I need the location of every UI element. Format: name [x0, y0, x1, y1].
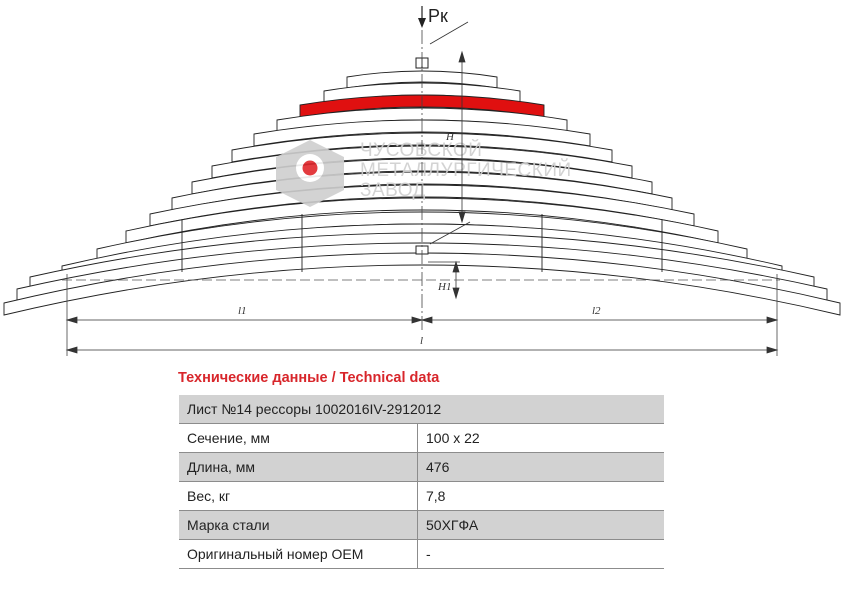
table-header-row	[179, 395, 664, 424]
dimension-l	[67, 335, 777, 353]
dimension-l-label: l	[420, 335, 424, 347]
logo-line-2: МЕТАЛЛУРГИЧЕСКИЙ	[360, 160, 572, 181]
row-value: 476	[418, 453, 665, 482]
dimension-h-label: H	[446, 131, 454, 143]
dimension-h1-label: H1	[438, 281, 452, 293]
tech-data-table	[179, 395, 664, 569]
row-label: Сечение, мм	[179, 424, 418, 453]
dimension-l2-label: l2	[592, 305, 601, 317]
row-value: 7,8	[418, 482, 665, 511]
table-row	[179, 482, 664, 511]
row-label: Оригинальный номер OEM	[179, 540, 418, 569]
row-label: Длина, мм	[179, 453, 418, 482]
table-header: Лист №14 рессоры 1002016IV-2912012	[179, 395, 664, 424]
logo-line-3: ЗАВОД	[360, 180, 426, 201]
row-value: 50ХГФА	[418, 511, 665, 540]
dimension-l1-label: l1	[238, 305, 247, 317]
row-label: Марка стали	[179, 511, 418, 540]
load-label: Pк	[428, 6, 448, 26]
table-row	[179, 511, 664, 540]
table-row	[179, 540, 664, 569]
logo-line-1: ЧУСОВСКОЙ	[360, 140, 483, 161]
table-row	[179, 453, 664, 482]
row-value: -	[418, 540, 665, 569]
row-value: 100 x 22	[418, 424, 665, 453]
tech-data-title: Технические данные / Technical data	[178, 370, 440, 386]
table-row	[179, 424, 664, 453]
load-arrow	[418, 6, 448, 28]
row-label: Вес, кг	[179, 482, 418, 511]
